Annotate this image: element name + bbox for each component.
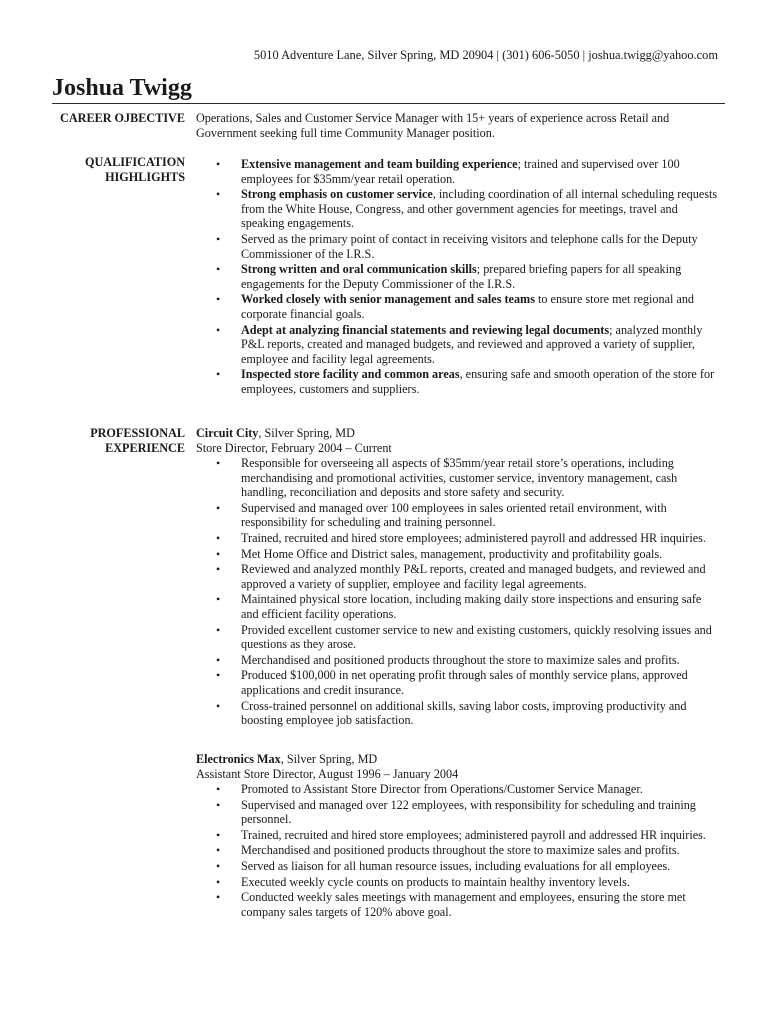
duty-item: • Conducted weekly sales meetings with management and employees, ensuring the store met company sales targets of 120% above goal. <box>196 890 726 919</box>
experience-label-line1: PROFESSIONAL <box>90 426 185 440</box>
duty-item: • Supervised and managed over 122 employees, with responsibility for scheduling and training personnel. <box>196 798 726 827</box>
job-company: Electronics Max <box>196 752 281 766</box>
job-location: , Silver Spring, MD <box>280 752 378 766</box>
job-company: Circuit City <box>196 426 259 440</box>
highlight-item <box>196 323 726 367</box>
duty-item: • Provided excellent customer service to new and existing customers, quickly resolving issues and questions as they arose. <box>196 623 726 652</box>
job-title: Store Director, February 2004 – Current <box>196 441 392 455</box>
job-heading <box>196 752 726 767</box>
job-location: , Silver Spring, MD <box>258 426 355 440</box>
highlight-bold: Inspected store facility and common areas <box>241 367 460 382</box>
highlight-text: , including coordination of all internal scheduling requests from the White House, Congress, and other government agencies for meetings, travel and speaking engagements. <box>241 187 718 231</box>
job-circuit-city <box>196 426 726 729</box>
job-duties-list <box>196 782 726 919</box>
highlights-body <box>196 157 726 398</box>
duty-item: • Executed weekly cycle counts on products to maintain healthy inventory levels. <box>196 875 726 890</box>
contact-line: 5010 Adventure Lane, Silver Spring, MD 20904 | (301) 606-5050 | joshua.twigg@yahoo.com <box>253 48 718 62</box>
duty-item: • Produced $100,000 in net operating profit through sales of monthly service plans, approved applications and credit insurance. <box>196 668 726 697</box>
candidate-name: Joshua Twigg <box>52 75 192 101</box>
duty-item: • Merchandised and positioned products throughout the store to maximize sales and profits. <box>196 653 726 668</box>
duty-item: • Cross-trained personnel on additional skills, saving labor costs, improving productivity and boosting employee job satisfaction. <box>196 699 726 728</box>
highlight-text: , ensuring safe and smooth operation of the store for employees, customers and suppliers. <box>241 367 715 396</box>
highlight-bold: Strong written and oral communication skills <box>241 262 477 277</box>
highlights-label-line2: HIGHLIGHTS <box>105 170 185 184</box>
highlight-bold: Strong emphasis on customer service <box>241 187 433 202</box>
highlight-text: to ensure store met regional and corporate financial goals. <box>241 292 695 321</box>
highlight-item <box>196 367 726 396</box>
highlight-item <box>196 232 726 261</box>
duty-item: • Maintained physical store location, including making daily store inspections and ensuring safe and efficient facility operations. <box>196 592 726 621</box>
highlight-bold: Extensive management and team building experience <box>241 157 518 171</box>
duty-item: • Promoted to Assistant Store Director from Operations/Customer Service Manager. <box>196 782 726 797</box>
duty-item: • Merchandised and positioned products throughout the store to maximize sales and profits. <box>196 843 726 858</box>
header-divider <box>52 103 725 104</box>
highlight-text: ; prepared briefing papers for all speaking engagements for the Deputy Commissioner of the I.R.S. <box>241 262 682 291</box>
highlights-label-line1: QUALIFICATION <box>85 155 185 169</box>
experience-label <box>40 426 185 456</box>
highlight-item <box>196 187 726 231</box>
highlight-text: ; trained and supervised over 100 employees for $35mm/year retail operation. <box>241 157 680 186</box>
highlight-bold: Worked closely with senior management and sales teams <box>241 292 535 307</box>
job-electronics-max <box>196 752 726 920</box>
job-duties-list <box>196 456 726 728</box>
objective-text: Operations, Sales and Customer Service Manager with 15+ years of experience across Retail and Government seeking full time Community Manager position. <box>196 111 670 140</box>
job-title: Assistant Store Director, August 1996 – January 2004 <box>196 767 459 781</box>
highlight-bold: Adept at analyzing financial statements and reviewing legal documents <box>241 322 610 337</box>
highlight-text: Served as the primary point of contact in receiving visitors and telephone calls for the Deputy Commissioner of the I.R.S. <box>241 231 698 261</box>
experience-label-line2: EXPERIENCE <box>105 441 185 455</box>
highlights-list <box>196 157 726 397</box>
duty-item: • Met Home Office and District sales, management, productivity and profitability goals. <box>196 547 726 562</box>
duty-item: • Trained, recruited and hired store employees; administered payroll and addressed HR inquiries. <box>196 531 726 546</box>
highlight-item <box>196 292 726 321</box>
duty-item: • Reviewed and analyzed monthly P&L reports, created and managed budgets, and reviewed and approved a variety of supplier, employee and facility legal agreements. <box>196 562 726 591</box>
duty-item: • Served as liaison for all human resource issues, including evaluations for all employees. <box>196 859 726 874</box>
job-heading <box>196 426 726 441</box>
highlight-item <box>196 262 726 291</box>
duty-item: • Trained, recruited and hired store employees; administered payroll and addressed HR inquiries. <box>196 828 726 843</box>
highlight-item <box>196 157 726 186</box>
duty-item: • Supervised and managed over 100 employees in sales oriented retail environment, with responsibility for scheduling and training personnel. <box>196 501 726 530</box>
objective-label: CAREER OJBECTIVE <box>60 111 185 125</box>
highlight-text: ; analyzed monthly P&L reports, created and managed budgets, and reviewed and approved a variety of supplier, employee and facility legal agreements. <box>241 322 703 366</box>
objective-body <box>196 111 696 141</box>
highlights-label <box>40 155 185 185</box>
duty-item: • Responsible for overseeing all aspects of $35mm/year retail store’s operations, including merchandising and promotional activities, customer service, inventory management, cash handling, reconciliation and deposits and store safety and security. <box>196 456 726 500</box>
